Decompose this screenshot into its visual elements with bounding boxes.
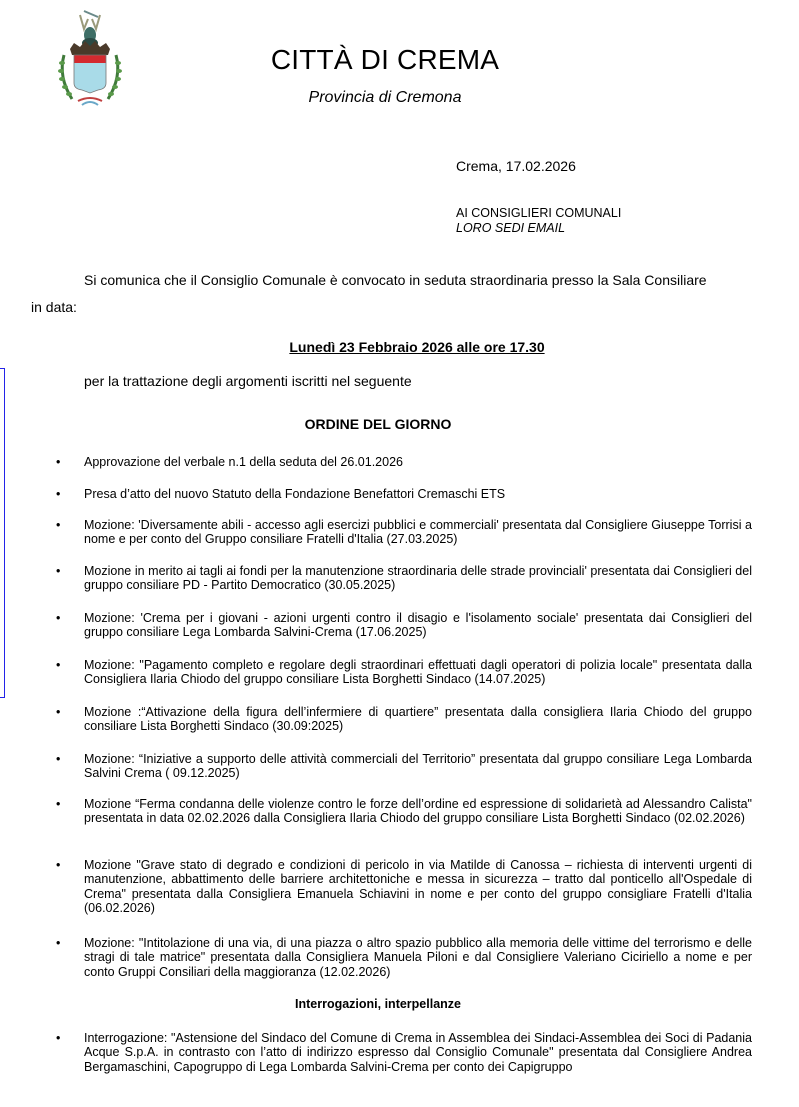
agenda-item [56, 611, 752, 640]
agenda-item-text: Mozione: "Pagamento completo e regolare degli straordinari effettuati dagli operatori di polizia locale" presentata dalla Consigliera Ilaria Chiodo del gruppo consiliare Lista Borghetti Sindaco (14.07.2025) [84, 658, 752, 687]
city-title: CITTÀ DI CREMA [270, 44, 500, 75]
agenda-item [56, 518, 752, 547]
intro-paragraph-continuation: in data: [31, 299, 77, 315]
agenda-item [56, 455, 752, 469]
questions-section-heading: Interrogazioni, interpellanze [295, 997, 461, 1011]
bullet-icon: • [56, 455, 61, 469]
interrogation-item [56, 1031, 752, 1074]
intro-paragraph: Si comunica che il Consiglio Comunale è convocato in seduta straordinaria presso la Sala Consiliare [84, 272, 707, 288]
bullet-icon: • [56, 658, 61, 672]
agenda-item [56, 752, 752, 781]
agenda-item-text: Mozione “Ferma condanna delle violenze contro le forze dell’ordine ed espressione di solidarietà ad Alessandro Calista" presentata in data 02.02.2026 dalla Consigliera Ilaria Chiodo del gruppo consiliare Lista Borghetti Sindaco (02.02.2026) [84, 797, 752, 826]
agenda-item [56, 658, 752, 687]
agenda-item [56, 858, 752, 916]
recipient-line: AI CONSIGLIERI COMUNALI [456, 206, 622, 220]
bullet-icon: • [56, 487, 61, 501]
bullet-icon: • [56, 797, 61, 811]
purpose-text: per la trattazione degli argomenti iscritti nel seguente [84, 373, 412, 389]
agenda-item-text: Mozione: 'Crema per i giovani - azioni urgenti contro il disagio e l'isolamento sociale' presentata dai Consiglieri del gruppo consiliare Lega Lombarda Salvini-Crema (17.06.2025) [84, 611, 752, 640]
agenda-item-text: Approvazione del verbale n.1 della seduta del 26.01.2026 [84, 455, 403, 469]
agenda-item [56, 705, 752, 734]
bullet-icon: • [56, 518, 61, 532]
agenda-heading: ORDINE DEL GIORNO [304, 416, 452, 432]
agenda-item [56, 564, 752, 593]
meeting-datetime: Lunedì 23 Febbraio 2026 alle ore 17.30 [289, 339, 545, 355]
bullet-icon: • [56, 611, 61, 625]
bullet-icon: • [56, 705, 61, 719]
agenda-item [56, 936, 752, 979]
agenda-item [56, 487, 752, 501]
bullet-icon: • [56, 752, 61, 766]
agenda-item-text: Mozione "Grave stato di degrado e condizioni di pericolo in via Matilde di Canossa – richiesta di interventi urgenti di manutenzione, abbattimento delle barriere architettoniche e messa in sicurezza – tratto dal ponticello all'Ospedale di Crema" presentata dalla Consigliera Emanuela Schiavini in nome e per conto del gruppo consigliare Fratelli d'Italia (06.02.2026) [84, 858, 752, 916]
agenda-item-text: Mozione in merito ai tagli ai fondi per la manutenzione straordinaria delle strade provinciali' presentata dai Consiglieri del gruppo consiliare PD - Partito Democratico (30.05.2025) [84, 564, 752, 593]
recipient-delivery-line: LORO SEDI EMAIL [456, 221, 566, 235]
bullet-icon: • [56, 936, 61, 950]
agenda-item-text: Mozione: 'Diversamente abili - accesso agli esercizi pubblici e commerciali' presentata dal Consigliere Giuseppe Torrisi a nome e per conto del Gruppo consiliare Fratelli d'Italia (27.03.2025) [84, 518, 752, 547]
letter-date: Crema, 17.02.2026 [456, 158, 576, 174]
agenda-item-text: Presa d’atto del nuovo Statuto della Fondazione Benefattori Cremaschi ETS [84, 487, 506, 501]
agenda-item-text: Mozione: “Iniziative a supporto delle attività commerciali del Territorio” presentata dal gruppo consiliare Lega Lombarda Salvini Crema ( 09.12.2025) [84, 752, 752, 781]
bullet-icon: • [56, 1031, 61, 1045]
province-subtitle: Provincia di Cremona [308, 89, 462, 106]
bullet-icon: • [56, 564, 61, 578]
interrogation-item-text: Interrogazione: "Astensione del Sindaco del Comune di Crema in Assemblea dei Sindaci-Assemblea dei Soci di Padania Acque S.p.A. in contrasto con l’atto di indirizzo espresso dal Consiglio Comunale" presentata dal Consigliere Andrea Bergamaschini, Capogruppo di Lega Lombarda Salvini-Crema per conto dei Capigruppo [84, 1031, 752, 1074]
agenda-item-text: Mozione :“Attivazione della figura dell’infermiere di quartiere” presentata dalla consigliera Ilaria Chiodo del gruppo consiliare Lista Borghetti Sindaco (30.09:2025) [84, 705, 752, 734]
agenda-item [56, 797, 752, 826]
bullet-icon: • [56, 858, 61, 872]
agenda-item-text: Mozione: "Intitolazione di una via, di una piazza o altro spazio pubblico alla memoria delle vittime del terrorismo e delle stragi di tale matrice" presentata dalla Consigliera Manuela Piloni e dal Consigliere Valeriano Ciciriello a nome e per conto Gruppi Consiliari della maggioranza (12.02.2026) [84, 936, 752, 979]
